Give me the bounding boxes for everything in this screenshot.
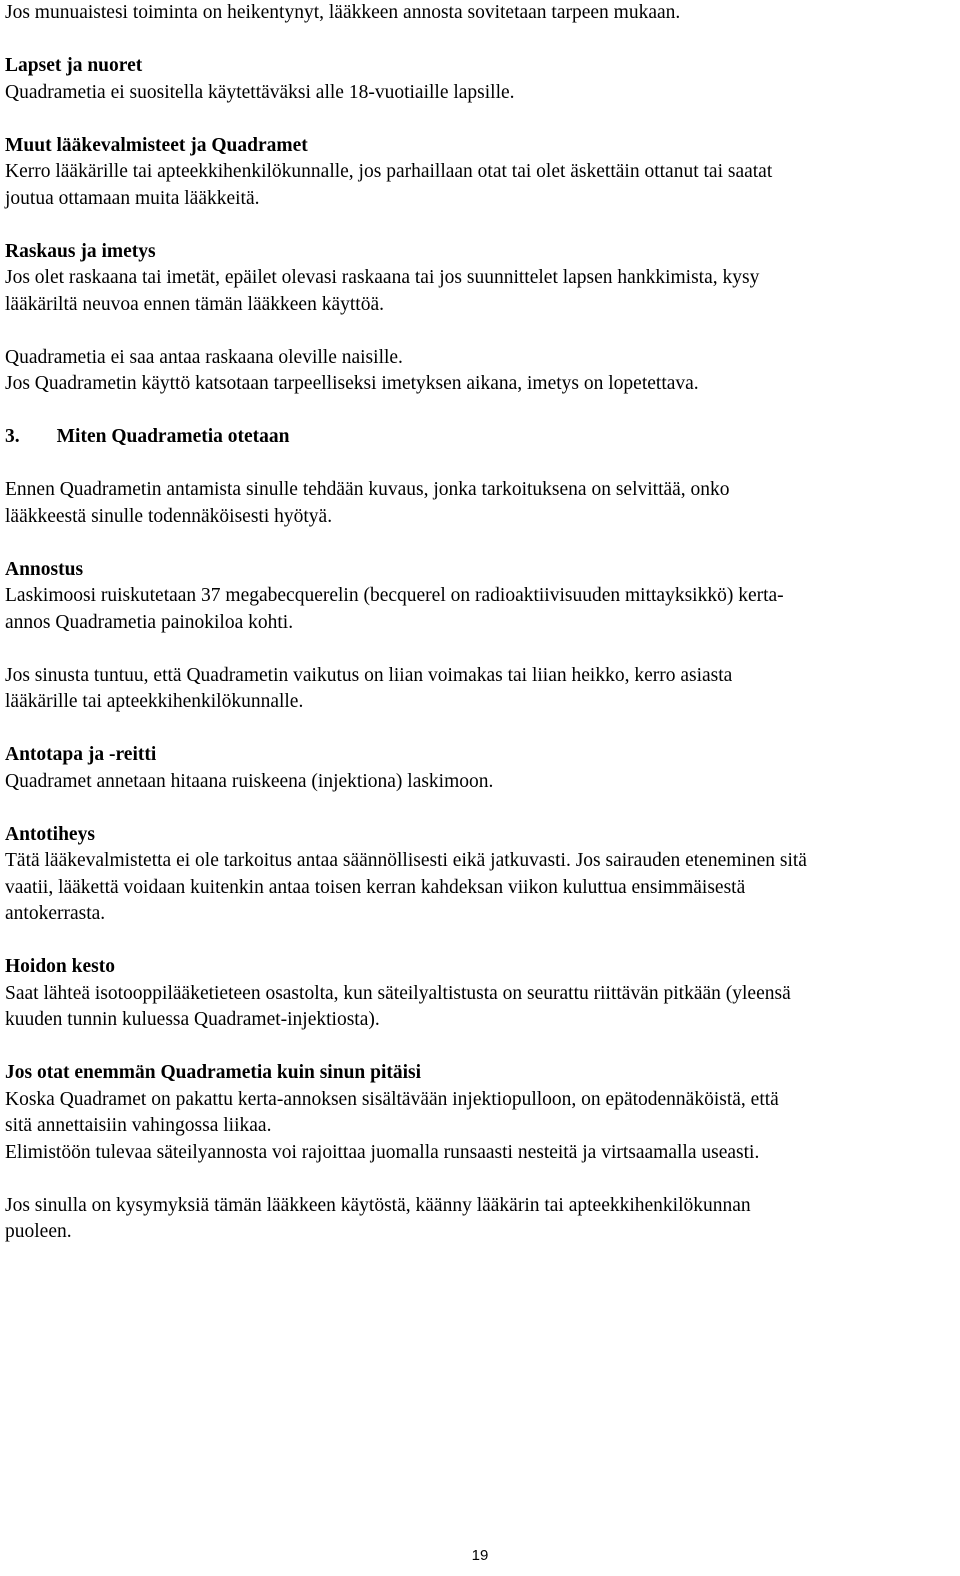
heading-dosage: Annostus [5,558,84,580]
text-line: kuuden tunnin kuluessa Quadramet-injektiosta). [5,1009,380,1030]
section-overdose [5,1060,955,1166]
document-body [5,0,955,1246]
text-line: Elimistöön tulevaa säteilyannosta voi rajoittaa juomalla runsaasti nesteitä ja virtsaamalla useasti. [5,1141,760,1163]
text-line: Tätä lääkevalmistetta ei ole tarkoitus antaa säännöllisesti eikä jatkuvasti. Jos sairauden eteneminen sitä [5,850,807,871]
text-line: joutua ottamaan muita lääkkeitä. [5,187,260,209]
spacer [5,928,955,955]
text-line: Kerro lääkärille tai apteekkihenkilökunnalle, jos parhaillaan otat tai olet äskettäin ottanut tai saatat [5,161,773,182]
text-line: Laskimoosi ruiskutetaan 37 megabecquerelin (becquerel on radioaktiivisuuden mittayksikkö) kerta- [5,585,784,606]
spacer [5,27,955,54]
text-line: puoleen. [5,1221,72,1242]
intro-text: Jos munuaistesi toiminta on heikentynyt, lääkkeen annosta sovitetaan tarpeen mukaan. [5,2,681,23]
section-duration [5,954,955,1034]
spacer [5,716,955,743]
heading-other-medicines: Muut lääkevalmisteet ja Quadramet [5,134,308,156]
section-questions [5,1193,955,1246]
text-line: sitä annettaisiin vahingossa liikaa. [5,1115,272,1136]
text-line: Koska Quadramet on pakattu kerta-annoksen sisältävään injektiopulloon, on epätodennäköistä, että [5,1088,779,1110]
spacer [5,1166,955,1193]
text-line: Quadramet annetaan hitaana ruiskeena (injektiona) laskimoon. [5,770,494,792]
text-line: Quadrametia ei saa antaa raskaana oleville naisille. [5,346,403,368]
text-line: lääkkeestä sinulle todennäköisesti hyötyä. [5,505,333,527]
text-line: antokerrasta. [5,903,106,924]
text-children: Quadrametia ei suositella käytettäväksi alle 18-vuotiaille lapsille. [5,81,515,103]
section-title: Miten Quadrametia otetaan [56,426,290,447]
heading-pregnancy: Raskaus ja imetys [5,240,156,262]
text-line: annos Quadrametia painokiloa kohti. [5,611,294,633]
spacer [5,795,955,822]
spacer [5,530,955,557]
heading-frequency: Antotiheys [5,823,95,845]
spacer [5,451,955,478]
text-line: lääkärille tai apteekkihenkilökunnalle. [5,691,304,712]
heading-duration: Hoidon kesto [5,956,115,977]
text-line: Jos sinusta tuntuu, että Quadrametin vaikutus on liian voimakas tai liian heikko, kerro asiasta [5,664,733,686]
section-3 [5,424,955,530]
page-number: 19 [471,1547,489,1564]
text-line: Jos olet raskaana tai imetät, epäilet olevasi raskaana tai jos suunnittelet lapsen hankkimista, kysy [5,267,760,288]
section-pregnancy [5,239,955,398]
section-other-medicines [5,133,955,213]
section-dosage [5,557,955,716]
spacer [5,636,955,663]
text-line: vaatii, lääkettä voidaan kuitenkin antaa toisen kerran kahdeksan viikon kuluttua ensimmäisestä [5,876,746,898]
spacer [5,398,955,425]
heading-children: Lapset ja nuoret [5,55,143,76]
section-children [5,53,955,106]
section-number: 3. [5,426,20,447]
text-line: Saat lähteä isotooppilääketieteen osastolta, kun säteilyaltistusta on seurattu riittävän pitkään (yleensä [5,982,791,1004]
section-3-heading [5,424,955,451]
section-frequency [5,822,955,928]
spacer [5,1034,955,1061]
heading-overdose: Jos otat enemmän Quadrametia kuin sinun pitäisi [5,1062,422,1083]
text-line: Jos Quadrametin käyttö katsotaan tarpeelliseksi imetyksen aikana, imetys on lopetettava. [5,373,699,394]
spacer [5,212,955,239]
text-line: Ennen Quadrametin antamista sinulle tehdään kuvaus, jonka tarkoituksena on selvittää, onko [5,479,730,500]
text-line: Jos sinulla on kysymyksiä tämän lääkkeen käytöstä, käänny lääkärin tai apteekkihenkilökunnan [5,1194,751,1216]
heading-route: Antotapa ja -reitti [5,744,157,765]
spacer [5,106,955,133]
text-line: lääkäriltä neuvoa ennen tämän lääkkeen käyttöä. [5,293,384,315]
spacer [5,318,955,345]
section-route [5,742,955,795]
